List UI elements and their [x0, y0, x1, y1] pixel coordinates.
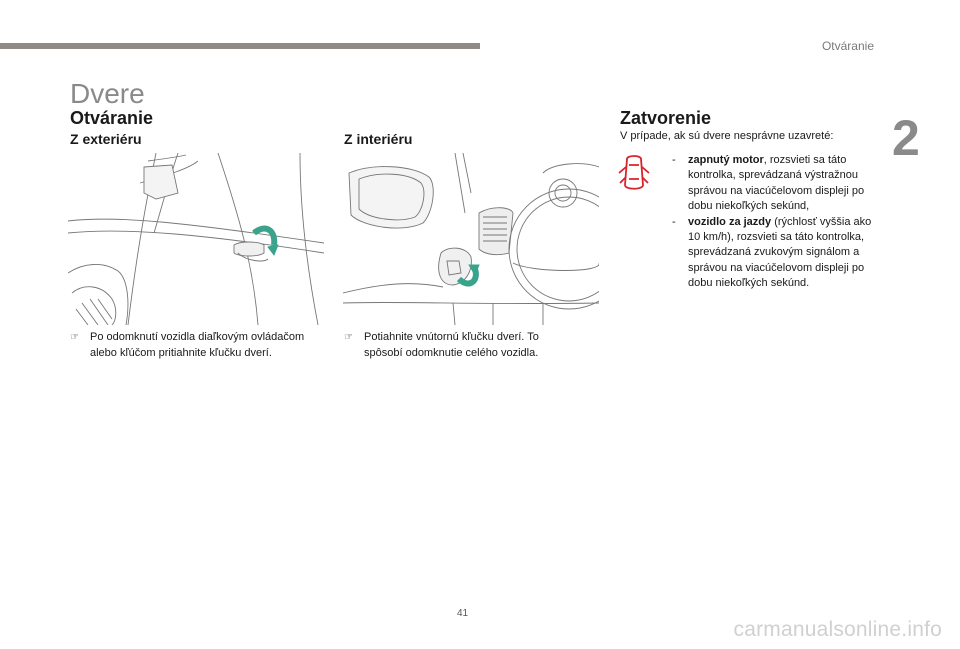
page-title: Dvere: [70, 78, 145, 109]
exterior-instruction: ☞ Po odomknutí vozidla diaľkovým ovládačom alebo kľúčom pritiahnite kľučku dverí.: [70, 331, 305, 359]
page-number: 41: [457, 608, 469, 619]
exterior-door-illustration: [68, 153, 324, 325]
hand-pointer-icon: ☞: [344, 332, 353, 343]
interior-door-illustration: [343, 153, 599, 325]
opening-heading: Otváranie: [70, 108, 154, 128]
closing-heading: Zatvorenie: [620, 108, 712, 128]
list-item: - vozidlo za jazdy (rýchlosť vyššia ako 10 km/h), rozsvieti sa táto kontrolka, sprevádzaná zvukovým signálom a správou na viacúčelovom displeji po dobu niekoľkých sekúnd.: [672, 215, 872, 290]
list-item: - zapnutý motor, rozsvieti sa táto kontrolka, sprevádzaná výstražnou správou na viacúčelovom displeji po dobu niekoľkých sekúnd,: [672, 154, 865, 213]
closing-intro: V prípade, ak sú dvere nesprávne uzavreté:: [620, 130, 834, 142]
interior-heading: Z interiéru: [344, 131, 413, 147]
exterior-heading: Z exteriéru: [70, 131, 142, 147]
hand-pointer-icon: ☞: [70, 332, 79, 343]
header-bar: [0, 43, 480, 49]
interior-instruction: ☞ Potiahnite vnútornú kľučku dverí. To spôsobí odomknutie celého vozidla.: [344, 331, 539, 359]
chapter-number: 2: [892, 110, 920, 166]
closing-warning-list: [672, 153, 882, 292]
watermark: carmanualsonline.info: [733, 618, 942, 641]
door-open-warning-icon: [617, 153, 651, 193]
section-label: Otváranie: [821, 39, 874, 53]
